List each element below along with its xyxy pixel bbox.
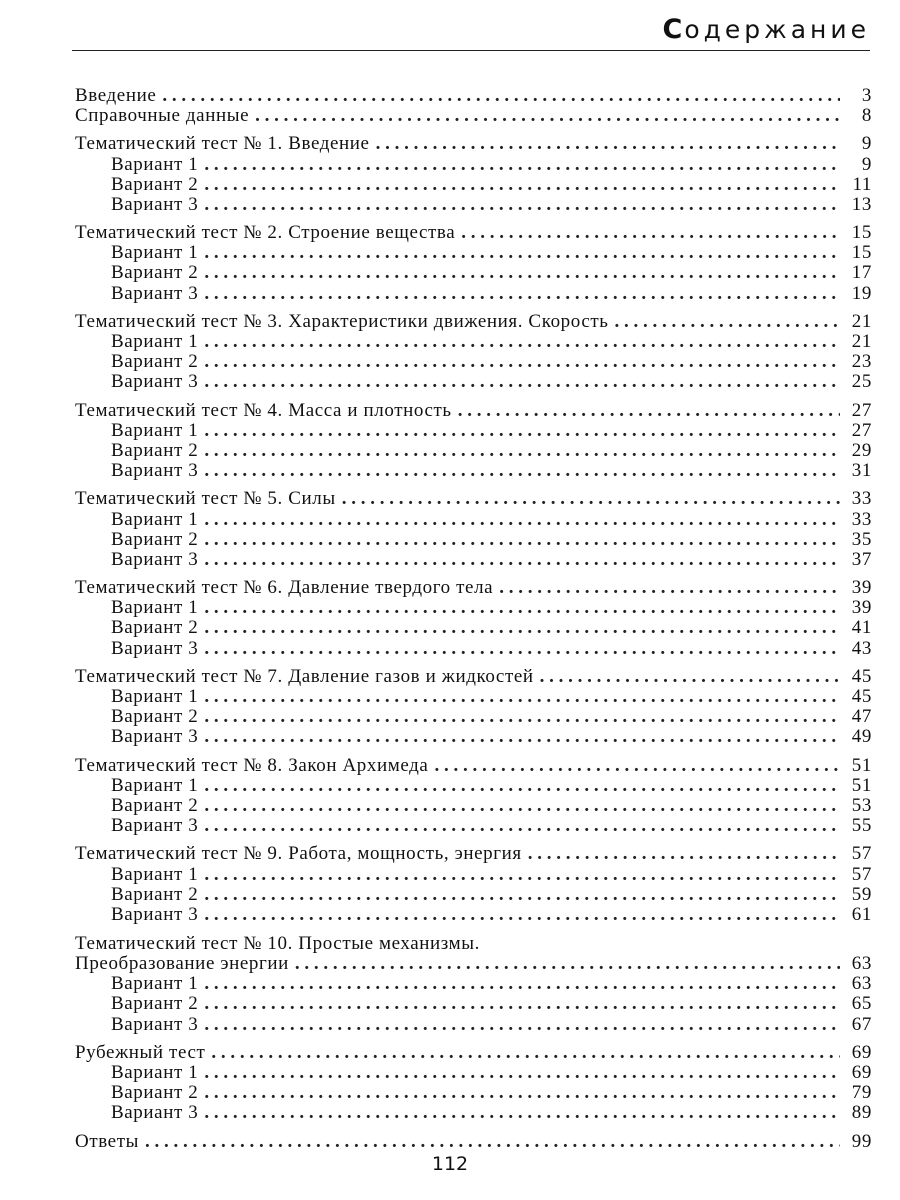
toc-entry-label: Тематический тест № 7. Давление газов и жидкостей [75, 665, 534, 687]
toc-entry-variant[interactable] [75, 1103, 872, 1123]
toc-entry-variant[interactable] [75, 332, 872, 352]
toc-entry-label: Вариант 2 [111, 173, 199, 195]
dot-leader [211, 1043, 840, 1063]
toc-entry-test[interactable] [75, 312, 872, 332]
dot-leader [204, 598, 840, 618]
toc-entry-label: Справочные данные [75, 105, 250, 127]
toc-group-test [75, 312, 872, 393]
dot-leader [204, 1015, 840, 1035]
dot-leader [204, 195, 840, 215]
dot-leader [204, 263, 840, 283]
toc-entry-page: 27 [851, 419, 872, 441]
toc-entry-page: 99 [851, 1130, 872, 1152]
dot-leader [461, 223, 840, 243]
toc-entry-page: 23 [851, 351, 872, 373]
toc-entry-reference[interactable] [75, 106, 872, 126]
dot-leader [145, 1132, 840, 1152]
toc-entry-variant[interactable] [75, 1063, 872, 1083]
dot-leader [204, 1083, 840, 1103]
toc-entry-page: 25 [851, 371, 872, 393]
toc-entry-page: 51 [851, 754, 872, 776]
toc-entry-page: 9 [861, 133, 872, 155]
toc-entry-page: 45 [851, 686, 872, 708]
toc-entry-test[interactable] [75, 489, 872, 509]
toc-group-test [75, 933, 872, 1035]
toc-entry-label: Вариант 2 [111, 439, 199, 461]
dot-leader [528, 844, 840, 864]
dot-leader [204, 707, 840, 727]
toc-entry-page: 8 [861, 105, 872, 127]
toc-entry-variant[interactable] [75, 796, 872, 816]
toc-entry-label: Вариант 3 [111, 637, 199, 659]
toc-entry-variant[interactable] [75, 865, 872, 885]
toc-entry-label: Вариант 3 [111, 193, 199, 215]
toc-entry-answers[interactable] [75, 1132, 872, 1152]
toc-entry-page: 65 [851, 993, 872, 1015]
dot-leader [204, 372, 840, 392]
toc-entry-label: Вариант 1 [111, 597, 199, 619]
toc-entry-page: 69 [851, 1041, 872, 1063]
toc-entry-variant[interactable] [75, 510, 872, 530]
toc-group-answers [75, 1132, 872, 1152]
toc-entry-page: 67 [851, 1013, 872, 1035]
dot-leader [204, 155, 840, 175]
toc-entry-label: Вариант 1 [111, 242, 199, 264]
toc-entry-variant[interactable] [75, 639, 872, 659]
toc-entry-page: 43 [851, 637, 872, 659]
toc-entry-label: Вариант 2 [111, 617, 199, 639]
toc-entry-label: Вариант 2 [111, 993, 199, 1015]
page-title-rest: одержание [684, 15, 870, 44]
toc-group-test [75, 223, 872, 304]
toc-entry-label: Тематический тест № 5. Силы [75, 488, 336, 510]
toc-entry-page: 57 [851, 863, 872, 885]
toc-entry-page: 57 [851, 843, 872, 865]
toc-entry-label: Вариант 2 [111, 262, 199, 284]
toc-entry-variant[interactable] [75, 372, 872, 392]
toc-entry-label: Вариант 1 [111, 686, 199, 708]
toc-entry-variant[interactable] [75, 885, 872, 905]
toc-group-test [75, 134, 872, 215]
dot-leader [204, 461, 840, 481]
toc-entry-label: Тематический тест № 3. Характеристики движения. Скорость [75, 310, 609, 332]
toc-entry-page: 89 [851, 1102, 872, 1124]
toc-entry-variant[interactable] [75, 550, 872, 570]
dot-leader [204, 687, 840, 707]
toc-entry-page: 15 [851, 242, 872, 264]
toc-entry-page: 49 [851, 726, 872, 748]
toc-entry-label: Вариант 2 [111, 528, 199, 550]
toc-entry-label: Тематический тест № 1. Введение [75, 133, 370, 155]
toc-entry-page: 41 [851, 617, 872, 639]
dot-leader [204, 332, 840, 352]
toc-entry-page: 61 [851, 903, 872, 925]
toc-entry-page: 21 [851, 310, 872, 332]
toc-entry-page: 21 [851, 331, 872, 353]
dot-leader [376, 134, 840, 154]
dot-leader [204, 974, 840, 994]
dot-leader [458, 401, 840, 421]
toc-entry-variant[interactable] [75, 195, 872, 215]
toc-entry-variant[interactable] [75, 776, 872, 796]
toc-entry-page: 39 [851, 597, 872, 619]
dot-leader [204, 243, 840, 263]
toc-entry-page: 39 [851, 577, 872, 599]
toc-entry-label: Вариант 1 [111, 153, 199, 175]
toc-group-test [75, 756, 872, 837]
toc-entry-page: 3 [861, 84, 872, 106]
toc-entry-label: Тематический тест № 8. Закон Архимеда [75, 754, 429, 776]
toc-entry-label: Вариант 3 [111, 548, 199, 570]
toc-entry-label: Введение [75, 84, 157, 106]
toc-entry-test[interactable] [75, 756, 872, 776]
toc-entry-test[interactable] [75, 223, 872, 243]
toc-entry-label: Вариант 1 [111, 863, 199, 885]
toc-entry-page: 17 [851, 262, 872, 284]
toc-entry-test[interactable] [75, 844, 872, 864]
toc-entry-page: 53 [851, 794, 872, 816]
toc-entry-test[interactable] [75, 134, 872, 154]
dot-leader [499, 578, 840, 598]
toc-entry-test[interactable] [75, 954, 872, 974]
toc-entry-label: Вариант 3 [111, 1102, 199, 1124]
dot-leader [204, 776, 840, 796]
toc-entry-variant[interactable] [75, 974, 872, 994]
toc-entry-variant[interactable] [75, 243, 872, 263]
toc-entry-variant[interactable] [75, 687, 872, 707]
toc-entry-label: Вариант 1 [111, 508, 199, 530]
toc-entry-label: Преобразование энергии [75, 953, 289, 975]
dot-leader [204, 816, 840, 836]
dot-leader [204, 865, 840, 885]
toc-entry-label: Вариант 3 [111, 726, 199, 748]
dot-leader [162, 86, 840, 106]
dot-leader [255, 106, 840, 126]
toc-group-test [75, 578, 872, 659]
toc-entry-page: 19 [851, 282, 872, 304]
toc-entry-test[interactable] [75, 1043, 872, 1063]
dot-leader [204, 441, 840, 461]
toc-entry-page: 35 [851, 528, 872, 550]
dot-leader [540, 667, 840, 687]
toc-entry-label: Вариант 3 [111, 1013, 199, 1035]
toc-entry-label: Тематический тест № 6. Давление твердого тела [75, 577, 494, 599]
toc-entry-label: Вариант 3 [111, 815, 199, 837]
toc-entry-variant[interactable] [75, 461, 872, 481]
dot-leader [204, 994, 840, 1014]
dot-leader [342, 489, 840, 509]
toc-entry-variant[interactable] [75, 619, 872, 639]
toc-entry-variant[interactable] [75, 1015, 872, 1035]
toc-entry-variant[interactable] [75, 598, 872, 618]
toc-group-front [75, 86, 872, 126]
dot-leader [204, 284, 840, 304]
toc-entry-page: 9 [861, 153, 872, 175]
toc-group-test [75, 401, 872, 482]
toc-entry-page: 79 [851, 1082, 872, 1104]
toc-entry-label: Рубежный тест [75, 1041, 206, 1063]
toc-group-test [75, 1043, 872, 1124]
toc-entry-page: 15 [851, 222, 872, 244]
toc-entry-label: Тематический тест № 9. Работа, мощность, энергия [75, 843, 522, 865]
toc-entry-page: 63 [851, 953, 872, 975]
page-title-initial: С [662, 14, 685, 45]
dot-leader [204, 727, 840, 747]
toc-entry-label: Вариант 3 [111, 460, 199, 482]
toc-entry-variant[interactable] [75, 352, 872, 372]
toc-entry-test[interactable] [75, 578, 872, 598]
toc-group-test [75, 489, 872, 570]
dot-leader [434, 756, 840, 776]
toc-entry-page: 59 [851, 883, 872, 905]
toc-entry-label: Вариант 2 [111, 351, 199, 373]
dot-leader [615, 312, 840, 332]
toc-entry-label: Вариант 1 [111, 331, 199, 353]
toc-entry-page: 29 [851, 439, 872, 461]
toc-entry-intro[interactable] [75, 86, 872, 106]
toc-entry-page: 33 [851, 488, 872, 510]
dot-leader [204, 175, 840, 195]
toc-entry-label: Вариант 3 [111, 903, 199, 925]
toc-entry-variant[interactable] [75, 1083, 872, 1103]
dot-leader [204, 510, 840, 530]
dot-leader [204, 352, 840, 372]
header-rule [72, 50, 870, 51]
toc-entry-label: Вариант 3 [111, 282, 199, 304]
dot-leader [204, 618, 840, 638]
toc-entry-page: 51 [851, 774, 872, 796]
toc-entry-label: Вариант 3 [111, 371, 199, 393]
toc-entry-variant[interactable] [75, 995, 872, 1015]
toc-entry-label: Вариант 1 [111, 774, 199, 796]
toc-entry-label-line: Тематический тест № 10. Простые механизмы. [75, 933, 480, 955]
toc-entry-page: 37 [851, 548, 872, 570]
toc-entry-label: Вариант 2 [111, 883, 199, 905]
toc-entry-variant[interactable] [75, 707, 872, 727]
dot-leader [204, 1103, 840, 1123]
toc-entry-variant[interactable] [75, 905, 872, 925]
toc-entry-label: Вариант 2 [111, 794, 199, 816]
dot-leader [204, 796, 840, 816]
toc-entry-label: Тематический тест № 2. Строение вещества [75, 222, 456, 244]
toc-entry-page: 31 [851, 460, 872, 482]
page-number: 112 [431, 1153, 469, 1175]
toc-entry-page: 55 [851, 815, 872, 837]
toc-entry-variant[interactable] [75, 530, 872, 550]
toc-entry-page: 47 [851, 706, 872, 728]
dot-leader [295, 954, 840, 974]
dot-leader [204, 530, 840, 550]
toc-group-test [75, 844, 872, 925]
toc-entry-variant[interactable] [75, 727, 872, 747]
toc-entry-test[interactable] [75, 667, 872, 687]
toc-entry-label: Ответы [75, 1130, 139, 1152]
toc-entry-variant[interactable] [75, 816, 872, 836]
toc-entry-label: Вариант 2 [111, 706, 199, 728]
toc-entry-page: 11 [852, 173, 872, 195]
toc-entry-variant[interactable] [75, 421, 872, 441]
toc-entry-variant[interactable] [75, 284, 872, 304]
toc-entry-label: Вариант 1 [111, 1062, 199, 1084]
toc-entry-label: Вариант 1 [111, 419, 199, 441]
toc-entry-page: 69 [851, 1062, 872, 1084]
toc-group-test [75, 667, 872, 748]
toc-entry-page: 33 [851, 508, 872, 530]
page-title [663, 14, 870, 45]
dot-leader [204, 1063, 840, 1083]
toc-entry-page: 63 [851, 973, 872, 995]
toc-entry-variant[interactable] [75, 441, 872, 461]
toc-entry-label: Вариант 2 [111, 1082, 199, 1104]
toc-entry-variant[interactable] [75, 175, 872, 195]
dot-leader [204, 639, 840, 659]
dot-leader [204, 885, 840, 905]
table-of-contents [75, 86, 872, 1160]
toc-entry-label: Вариант 1 [111, 973, 199, 995]
toc-entry-variant[interactable] [75, 155, 872, 175]
toc-entry-page: 27 [851, 399, 872, 421]
toc-entry-variant[interactable] [75, 264, 872, 284]
toc-entry-test[interactable] [75, 401, 872, 421]
toc-entry-page: 13 [851, 193, 872, 215]
dot-leader [204, 550, 840, 570]
toc-entry-label: Тематический тест № 4. Масса и плотность [75, 399, 452, 421]
dot-leader [204, 421, 840, 441]
dot-leader [204, 905, 840, 925]
toc-entry-page: 45 [851, 665, 872, 687]
